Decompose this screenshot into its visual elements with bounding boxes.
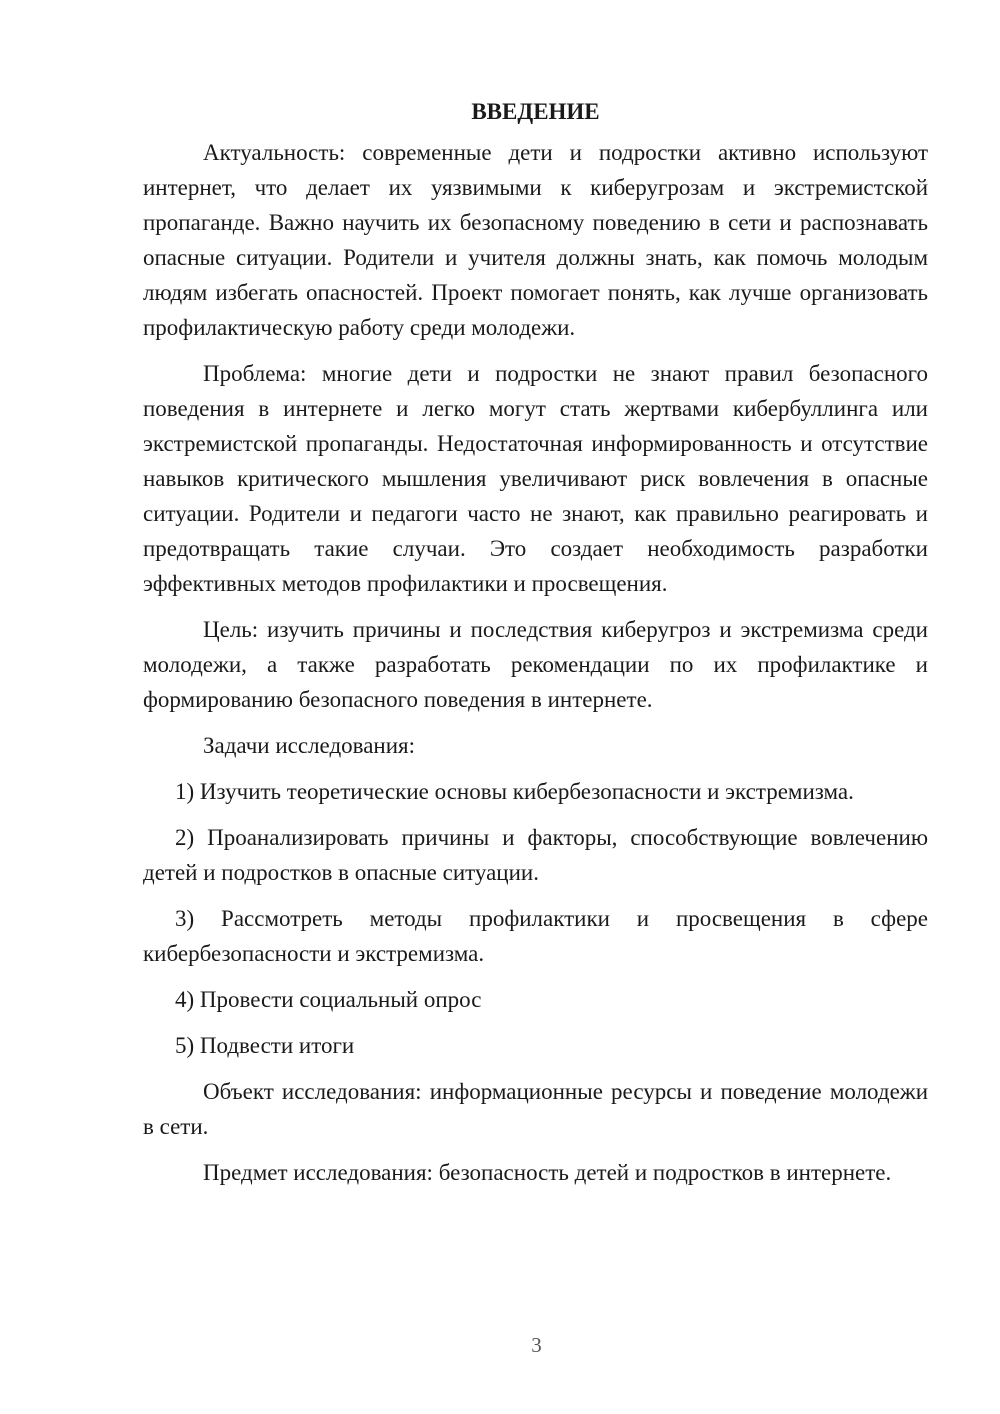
page-content bbox=[143, 94, 928, 1190]
paragraph-problem: Проблема: многие дети и подростки не знают правил безопасного поведения в интернете и легко могут стать жертвами кибербуллинга или экстремистской пропаганды. Недостаточная информированность и отсутствие навыков критического мышления увеличивают риск вовлечения в опасные ситуации. Родители и педагоги часто не знают, как правильно реагировать и предотвращать такие случаи. Это создает необходимость разработки эффективных методов профилактики и просвещения. bbox=[143, 361, 928, 596]
paragraph-goal: Цель: изучить причины и последствия киберугроз и экстремизма среди молодежи, а также разработать рекомендации по их профилактике и формированию безопасного поведения в интернете. bbox=[143, 617, 928, 712]
paragraph-object: Объект исследования: информационные ресурсы и поведение молодежи в сети. bbox=[143, 1079, 928, 1139]
task-item-1: 1) Изучить теоретические основы кибербезопасности и экстремизма. bbox=[175, 779, 854, 804]
tasks-title: Задачи исследования: bbox=[203, 733, 416, 758]
task-item-4: 4) Провести социальный опрос bbox=[175, 987, 482, 1012]
page-number: 3 bbox=[531, 1333, 542, 1357]
task-item-3: 3) Рассмотреть методы профилактики и просвещения в сфере кибербезопасности и экстремизма. bbox=[143, 906, 928, 966]
paragraph-subject: Предмет исследования: безопасность детей и подростков в интернете. bbox=[203, 1160, 892, 1185]
task-item-5: 5) Подвести итоги bbox=[175, 1033, 355, 1058]
section-heading: ВВЕДЕНИЕ bbox=[471, 99, 600, 124]
paragraph-relevance: Актуальность: современные дети и подростки активно используют интернет, что делает их уязвимыми к киберугрозам и экстремистской пропаганде. Важно научить их безопасному поведению в сети и распознавать опасные ситуации. Родители и учителя должны знать, как помочь молодым людям избегать опасностей. Проект помогает понять, как лучше организовать профилактическую работу среди молодежи. bbox=[143, 140, 928, 340]
task-item-2: 2) Проанализировать причины и факторы, способствующие вовлечению детей и подростков в опасные ситуации. bbox=[143, 825, 928, 885]
